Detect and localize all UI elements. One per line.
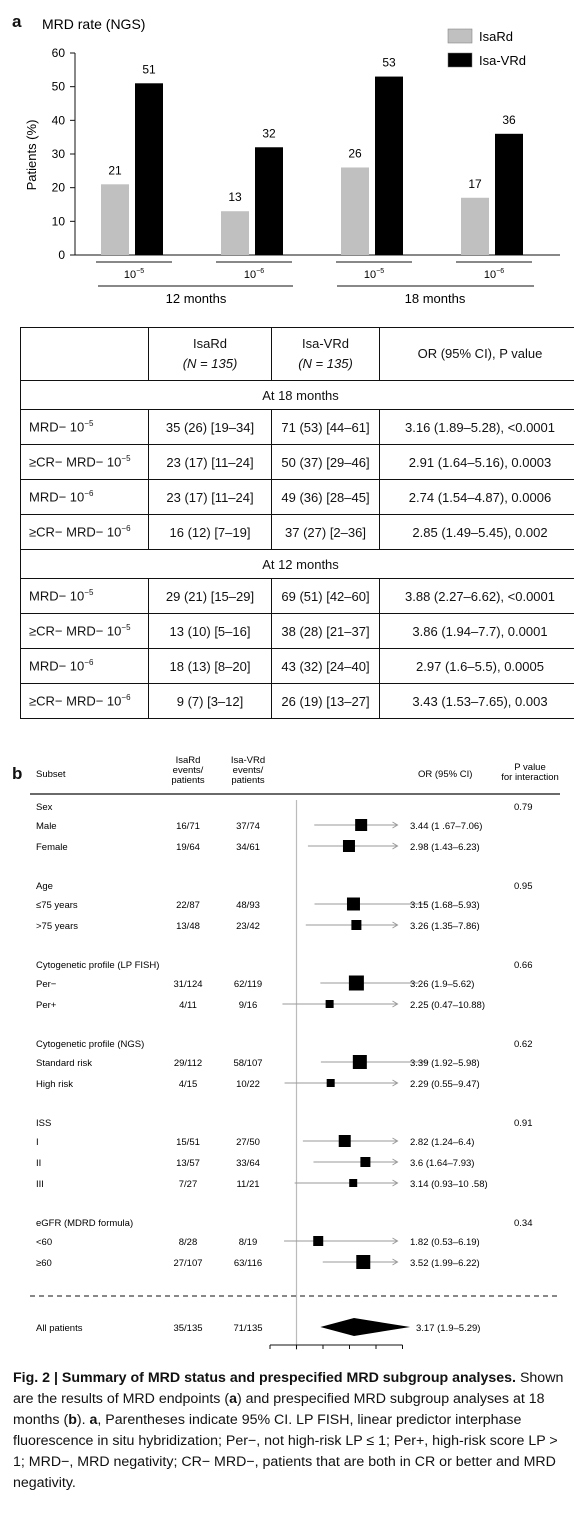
- legend-label-isa-vrd: Isa-VRd: [479, 53, 526, 68]
- header-p-value: for interaction: [501, 772, 559, 783]
- row-label: $MRD- 10^{-6}$: [21, 649, 149, 684]
- isard-events: 19/64: [176, 842, 200, 853]
- cell-isard: 16 (12) [7–19]: [149, 515, 272, 550]
- y-tick-label: 30: [51, 147, 65, 161]
- cell-isard: 23 (17) [11–24]: [149, 480, 272, 515]
- row-label: $\ge CR- MRD- 10^{-5}$: [21, 445, 149, 480]
- or-ci-text: 3.52 (1.99–6.22): [410, 1258, 480, 1269]
- isard-events: 15/51: [176, 1137, 200, 1148]
- cell-or-p: 2.74 (1.54–4.87), 0.0006: [380, 480, 574, 515]
- panel-a-label: a: [12, 12, 22, 31]
- or-ci-text: 3.39 (1.92–5.98): [410, 1058, 480, 1069]
- point-estimate: [356, 1255, 370, 1269]
- isavrd-events: 11/21: [236, 1179, 260, 1190]
- or-ci-text: 1.82 (0.53–6.19): [410, 1237, 480, 1248]
- cell-isard: 29 (21) [15–29]: [149, 579, 272, 614]
- cell-isard: 13 (10) [5–16]: [149, 614, 272, 649]
- or-ci-text: 2.25 (0.47–10.88): [410, 1000, 486, 1011]
- point-estimate: [349, 1179, 357, 1187]
- isavrd-events: 58/107: [233, 1058, 263, 1069]
- point-estimate: [339, 1135, 351, 1147]
- group-label-18-months: 18 months: [404, 291, 466, 306]
- or-ci-text: 3.44 (1 .67–7.06): [410, 821, 483, 832]
- header-isard: patients: [171, 775, 205, 786]
- bar-value-label: 51: [142, 62, 156, 77]
- p-interaction: 0.91: [514, 1118, 533, 1129]
- subgroup-row-label: ≤75 years: [36, 900, 78, 911]
- cell-or-p: 3.16 (1.89–5.28), <0.0001: [380, 410, 574, 445]
- overall-isard: 35/135: [173, 1323, 203, 1334]
- x-tick-label: $10^{-5}$: [123, 268, 145, 281]
- x-tick-label: $10^{-6}$: [243, 268, 265, 281]
- isavrd-events: 63/116: [233, 1258, 263, 1269]
- legend-swatch-isa-vrd: [448, 53, 472, 67]
- or-ci-text: 2.29 (0.55–9.47): [410, 1079, 480, 1090]
- subgroup-row-label: >75 years: [36, 921, 78, 932]
- bar-isa-vrd: [375, 77, 403, 255]
- table-section-title: At 18 months: [21, 381, 574, 410]
- legend-swatch-isard: [448, 29, 472, 43]
- cell-isavrd: 37 (27) [2–36]: [272, 515, 380, 550]
- group-label-12-months: 12 months: [165, 291, 227, 306]
- bar-value-label: 36: [502, 112, 516, 127]
- cell-or-p: 3.43 (1.53–7.65), 0.003: [380, 684, 574, 719]
- p-interaction: 0.34: [514, 1218, 533, 1229]
- isard-events: 13/57: [176, 1158, 200, 1169]
- subgroup-row-label: Per−: [36, 979, 57, 990]
- table-row: [21, 649, 574, 684]
- subgroup-title: ISS: [36, 1118, 52, 1129]
- subgroup-row-label: Male: [36, 821, 57, 832]
- cell-isard: 18 (13) [8–20]: [149, 649, 272, 684]
- y-tick-label: 40: [51, 113, 65, 128]
- table-row: [21, 445, 574, 480]
- subgroup-row-label: I: [36, 1137, 39, 1148]
- bar-isa-vrd: [495, 134, 523, 255]
- bar-isa-vrd: [255, 147, 283, 255]
- cell-isard: 9 (7) [3–12]: [149, 684, 272, 719]
- point-estimate: [355, 819, 367, 831]
- bar-value-label: 26: [348, 146, 362, 161]
- bar-value-label: 17: [468, 176, 482, 191]
- header-isavrd: Isa-VRd (N = 135): [272, 328, 380, 381]
- subgroup-title: Cytogenetic profile (LP FISH): [36, 960, 160, 971]
- isavrd-events: 48/93: [236, 900, 260, 911]
- point-estimate: [360, 1157, 370, 1167]
- legend-label-isard: IsaRd: [479, 29, 513, 44]
- isavrd-events: 37/74: [236, 821, 260, 832]
- or-ci-text: 3.6 (1.64–7.93): [410, 1158, 475, 1169]
- mrd-endpoints-table: [20, 327, 574, 719]
- row-label: $\ge CR- MRD- 10^{-6}$: [21, 684, 149, 719]
- cell-isavrd: 38 (28) [21–37]: [272, 614, 380, 649]
- isavrd-events: 9/16: [238, 1000, 258, 1011]
- subgroup-forest-plot: [0, 750, 574, 1350]
- y-tick-label: 60: [51, 46, 65, 60]
- isavrd-events: 62/119: [233, 979, 263, 990]
- header-isard: IsaRd: [175, 755, 201, 766]
- header-empty: [21, 328, 149, 381]
- bar-value-label: 21: [108, 163, 122, 178]
- isavrd-events: 27/50: [236, 1137, 260, 1148]
- subgroup-title: eGFR (MDRD formula): [36, 1218, 134, 1229]
- cell-or-p: 2.85 (1.49–5.45), 0.002: [380, 515, 574, 550]
- y-tick-label: 50: [51, 79, 65, 94]
- x-tick-label: $10^{-5}$: [363, 268, 385, 281]
- isard-events: 31/124: [173, 979, 203, 990]
- point-estimate: [326, 1000, 334, 1008]
- subgroup-row-label: III: [36, 1179, 44, 1190]
- row-label: $MRD- 10^{-5}$: [21, 410, 149, 445]
- header-isavrd: events/: [232, 765, 264, 776]
- subgroup-row-label: Female: [36, 842, 68, 853]
- cell-or-p: 3.88 (2.27–6.62), <0.0001: [380, 579, 574, 614]
- cell-or-p: 3.86 (1.94–7.7), 0.0001: [380, 614, 574, 649]
- panel-b-label: b: [12, 764, 23, 783]
- or-ci-text: 3.26 (1.35–7.86): [410, 921, 480, 932]
- overall-or-text: 3.17 (1.9–5.29): [416, 1323, 481, 1334]
- figure-caption: Fig. 2 | Summary of MRD status and prespecified MRD subgroup analyses. Shown are the results of MRD endpoints (a) and prespecified MRD subgroup analyses at 18 months (b). a, Parentheses indicate 95% CI. LP FISH, linear predictor interphase fluorescence in situ hybridization; Per−, not high-risk LP ≤ 1; Per+, high-risk score LP > 1; MRD−, MRD negativity; CR− MRD−, patients that are both in CR or better and MRD negativity.: [13, 1370, 564, 1491]
- isavrd-events: 8/19: [238, 1237, 258, 1248]
- isard-events: 27/107: [173, 1258, 203, 1269]
- y-tick-label: 20: [51, 180, 65, 195]
- bar-isard: [221, 211, 249, 255]
- y-axis-label: Patients (%): [24, 119, 39, 191]
- isard-events: 7/27: [178, 1179, 198, 1190]
- row-label: $\ge CR- MRD- 10^{-5}$: [21, 614, 149, 649]
- cell-isard: 23 (17) [11–24]: [149, 445, 272, 480]
- mrd-rate-bar-chart: [0, 0, 574, 320]
- subgroup-title: Sex: [36, 802, 53, 813]
- row-label: $MRD- 10^{-6}$: [21, 480, 149, 515]
- point-estimate: [351, 920, 361, 930]
- header-p-value: P value: [514, 762, 546, 773]
- header-isavrd: patients: [231, 775, 265, 786]
- subgroup-row-label: II: [36, 1158, 42, 1169]
- bar-isa-vrd: [135, 83, 163, 255]
- table-row: [21, 579, 574, 614]
- y-tick-label: 0: [58, 248, 65, 262]
- bar-isard: [341, 167, 369, 255]
- isard-events: 29/112: [173, 1058, 203, 1069]
- bar-value-label: 13: [228, 190, 242, 205]
- subgroup-row-label: High risk: [36, 1079, 73, 1090]
- cell-or-p: 2.91 (1.64–5.16), 0.0003: [380, 445, 574, 480]
- isard-events: 8/28: [178, 1237, 198, 1248]
- chart-title: MRD rate (NGS): [42, 16, 146, 32]
- row-label: $MRD- 10^{-5}$: [21, 579, 149, 614]
- isavrd-events: 23/42: [236, 921, 260, 932]
- table-row: [21, 614, 574, 649]
- p-interaction: 0.62: [514, 1039, 533, 1050]
- table-header-row: [21, 328, 574, 381]
- header-or: OR (95% CI), P value: [380, 328, 574, 381]
- bar-value-label: 32: [262, 126, 276, 141]
- isard-events: 4/11: [179, 1000, 197, 1011]
- overall-diamond: [320, 1318, 410, 1336]
- point-estimate: [327, 1079, 335, 1087]
- table-row: [21, 515, 574, 550]
- p-interaction: 0.95: [514, 881, 533, 892]
- point-estimate: [347, 898, 360, 911]
- y-tick-label: 10: [51, 214, 65, 229]
- table-row: [21, 410, 574, 445]
- cell-isavrd: 71 (53) [44–61]: [272, 410, 380, 445]
- table-row: [21, 480, 574, 515]
- bar-value-label: 53: [382, 55, 396, 70]
- header-subset: Subset: [36, 769, 66, 780]
- subgroup-title: Cytogenetic profile (NGS): [36, 1039, 145, 1050]
- cell-isard: 35 (26) [19–34]: [149, 410, 272, 445]
- cell-isavrd: 49 (36) [28–45]: [272, 480, 380, 515]
- cell-or-p: 2.97 (1.6–5.5), 0.0005: [380, 649, 574, 684]
- header-isavrd: Isa-VRd: [230, 755, 266, 766]
- isard-events: 22/87: [176, 900, 200, 911]
- isavrd-events: 33/64: [236, 1158, 260, 1169]
- cell-isavrd: 69 (51) [42–60]: [272, 579, 380, 614]
- cell-isavrd: 50 (37) [29–46]: [272, 445, 380, 480]
- subgroup-row-label: Standard risk: [36, 1058, 92, 1069]
- header-isard: IsaRd (N = 135): [149, 328, 272, 381]
- point-estimate: [313, 1236, 323, 1246]
- bar-isard: [101, 184, 129, 255]
- subgroup-row-label: <60: [36, 1237, 53, 1248]
- or-ci-text: 3.15 (1.68–5.93): [410, 900, 480, 911]
- row-label: $\ge CR- MRD- 10^{-6}$: [21, 515, 149, 550]
- isavrd-events: 10/22: [236, 1079, 260, 1090]
- isard-events: 4/15: [178, 1079, 198, 1090]
- subgroup-row-label: Per+: [36, 1000, 57, 1011]
- header-isard: events/: [172, 765, 204, 776]
- or-ci-text: 2.82 (1.24–6.4): [410, 1137, 475, 1148]
- subgroup-title: Age: [36, 881, 53, 892]
- cell-isavrd: 43 (32) [24–40]: [272, 649, 380, 684]
- table-row: [21, 684, 574, 719]
- isavrd-events: 34/61: [236, 842, 260, 853]
- point-estimate: [353, 1055, 367, 1069]
- or-ci-text: 3.14 (0.93–10 .58): [410, 1179, 488, 1190]
- isard-events: 13/48: [176, 921, 200, 932]
- table-section-title: At 12 months: [21, 550, 574, 579]
- x-tick-label: $10^{-6}$: [483, 268, 505, 281]
- subgroup-row-label: ≥60: [36, 1258, 52, 1269]
- cell-isavrd: 26 (19) [13–27]: [272, 684, 380, 719]
- overall-label: All patients: [36, 1323, 83, 1334]
- header-or: OR (95% CI): [418, 769, 473, 780]
- p-interaction: 0.66: [514, 960, 533, 971]
- point-estimate: [343, 840, 355, 852]
- overall-isavrd: 71/135: [233, 1323, 263, 1334]
- table-section-row: [21, 381, 574, 410]
- table-section-row: [21, 550, 574, 579]
- bar-isard: [461, 198, 489, 255]
- p-interaction: 0.79: [514, 802, 533, 813]
- isard-events: 16/71: [176, 821, 200, 832]
- or-ci-text: 3.26 (1.9–5.62): [410, 979, 475, 990]
- or-ci-text: 2.98 (1.43–6.23): [410, 842, 480, 853]
- point-estimate: [349, 976, 364, 991]
